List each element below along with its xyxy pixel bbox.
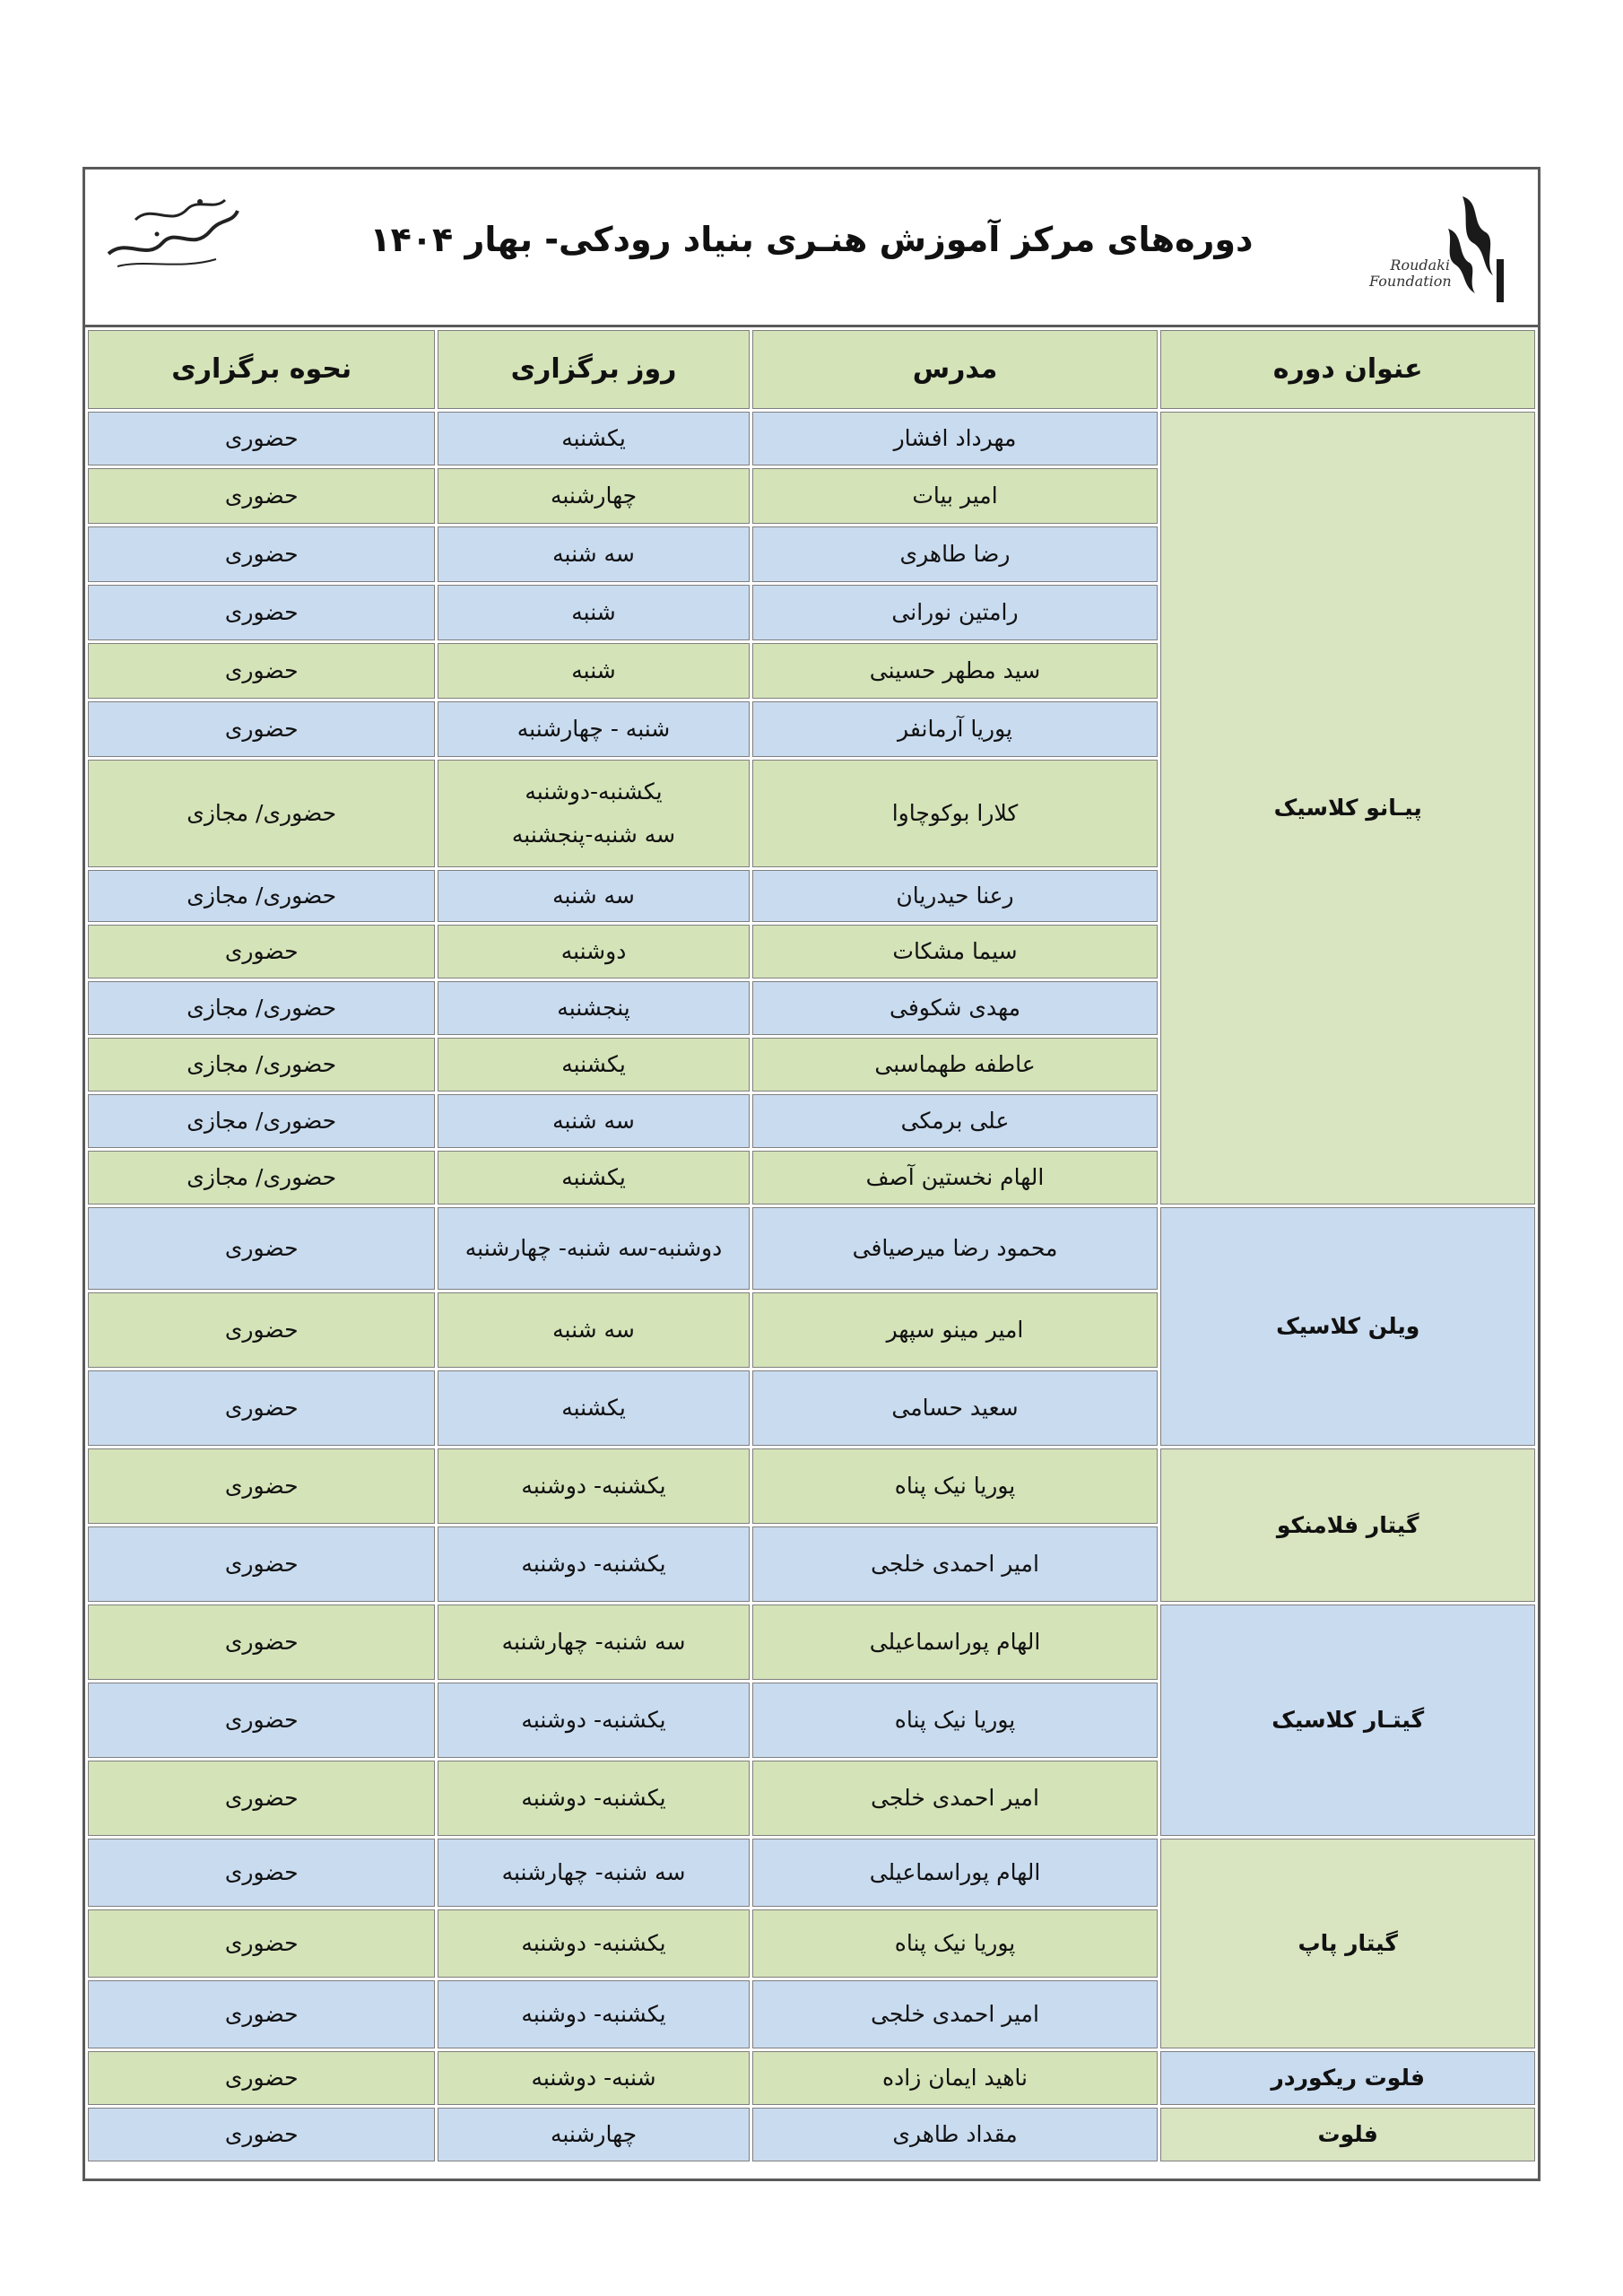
mode-cell: حضوری xyxy=(88,1370,435,1446)
day-cell: یکشنبه- دوشنبه xyxy=(438,1909,749,1978)
course-title: فلوت ریکوردر xyxy=(1160,2051,1535,2105)
header-mode: نحوه برگزاری xyxy=(88,330,435,409)
mode-cell: حضوری/ مجازی xyxy=(88,1151,435,1205)
day-cell: سه شنبه- چهارشنبه xyxy=(438,1605,749,1680)
mode-cell: حضوری xyxy=(88,701,435,757)
teacher-cell: سیما مشکات xyxy=(752,925,1159,978)
table-row xyxy=(88,412,1535,465)
mode-cell: حضوری xyxy=(88,1980,435,2048)
mode-cell: حضوری/ مجازی xyxy=(88,870,435,922)
mode-cell: حضوری xyxy=(88,468,435,524)
teacher-cell: پوریا نیک پناه xyxy=(752,1909,1159,1978)
day-cell: چهارشنبه xyxy=(438,2108,749,2161)
day-cell: دوشنبه-سه شنبه- چهارشنبه xyxy=(438,1207,749,1290)
table-body xyxy=(88,412,1535,2161)
day-cell: یکشنبه- دوشنبه xyxy=(438,1761,749,1836)
header-course: عنوان دوره xyxy=(1160,330,1535,409)
teacher-cell: رضا طاهری xyxy=(752,526,1159,582)
course-title: فلوت xyxy=(1160,2108,1535,2161)
table-row xyxy=(88,1448,1535,1524)
mode-cell: حضوری xyxy=(88,1526,435,1602)
day-cell: شنبه - چهارشنبه xyxy=(438,701,749,757)
logo-caption-line2: Foundation xyxy=(1369,273,1452,290)
mode-cell: حضوری xyxy=(88,1605,435,1680)
day-cell xyxy=(438,760,749,867)
teacher-cell: امیر احمدی خلجی xyxy=(752,1980,1159,2048)
mode-cell: حضوری/ مجازی xyxy=(88,1094,435,1148)
mode-cell: حضوری xyxy=(88,1839,435,1907)
mode-cell: حضوری xyxy=(88,643,435,699)
mode-cell: حضوری xyxy=(88,925,435,978)
teacher-cell: پوریا آرمانفر xyxy=(752,701,1159,757)
mode-cell: حضوری xyxy=(88,412,435,465)
teacher-cell: پوریا نیک پناه xyxy=(752,1683,1159,1758)
document-header xyxy=(85,170,1538,327)
mode-cell: حضوری/ مجازی xyxy=(88,981,435,1035)
table-row xyxy=(88,1839,1535,1907)
document-frame xyxy=(82,167,1541,2181)
mode-cell: حضوری/ مجازی xyxy=(88,1038,435,1091)
teacher-cell: امیر احمدی خلجی xyxy=(752,1761,1159,1836)
course-title: گیتـار کلاسیک xyxy=(1160,1605,1535,1836)
day-cell: یکشنبه- دوشنبه xyxy=(438,1683,749,1758)
logo-caption-line1: Roudaki xyxy=(1390,257,1450,274)
day-cell: یکشنبه xyxy=(438,1370,749,1446)
header-teacher: مدرس xyxy=(752,330,1159,409)
teacher-cell: سعید حسامی xyxy=(752,1370,1159,1446)
mode-cell: حضوری xyxy=(88,2108,435,2161)
course-title: ویلن کلاسیک xyxy=(1160,1207,1535,1446)
teacher-cell: سید مطهر حسینی xyxy=(752,643,1159,699)
day-cell: شنبه xyxy=(438,585,749,640)
header-day: روز برگزاری xyxy=(438,330,749,409)
teacher-cell: رامتین نورانی xyxy=(752,585,1159,640)
day-cell: سه شنبه xyxy=(438,870,749,922)
mode-cell: حضوری xyxy=(88,2051,435,2105)
teacher-cell: رعنا حیدریان xyxy=(752,870,1159,922)
mode-cell: حضوری/ مجازی xyxy=(88,760,435,867)
teacher-cell: ناهید ایمان زاده xyxy=(752,2051,1159,2105)
day-line-2: سه شنبه-پنجشنبه xyxy=(511,822,676,848)
day-cell: چهارشنبه xyxy=(438,468,749,524)
teacher-cell: امیر مینو سپهر xyxy=(752,1292,1159,1368)
mode-cell: حضوری xyxy=(88,1683,435,1758)
day-cell: یکشنبه xyxy=(438,412,749,465)
mode-cell: حضوری xyxy=(88,1292,435,1368)
day-cell: سه شنبه xyxy=(438,1094,749,1148)
teacher-cell: امیر بیات xyxy=(752,468,1159,524)
mode-cell: حضوری xyxy=(88,1207,435,1290)
table-row xyxy=(88,1605,1535,1680)
day-cell: شنبه xyxy=(438,643,749,699)
day-cell: دوشنبه xyxy=(438,925,749,978)
courses-table xyxy=(85,327,1538,2164)
day-cell: یکشنبه xyxy=(438,1151,749,1205)
table-row xyxy=(88,2051,1535,2105)
teacher-cell: عاطفه طهماسبی xyxy=(752,1038,1159,1091)
mode-cell: حضوری xyxy=(88,585,435,640)
teacher-cell: الهام نخستین آصف xyxy=(752,1151,1159,1205)
mode-cell: حضوری xyxy=(88,1448,435,1524)
day-cell: یکشنبه xyxy=(438,1038,749,1091)
course-title: گیتار فلامنکو xyxy=(1160,1448,1535,1602)
mode-cell: حضوری xyxy=(88,1761,435,1836)
teacher-cell: امیر احمدی خلجی xyxy=(752,1526,1159,1602)
mode-cell: حضوری xyxy=(88,1909,435,1978)
roudaki-logo-icon xyxy=(1362,178,1523,313)
teacher-cell: الهام پوراسماعیلی xyxy=(752,1839,1159,1907)
teacher-cell: علی برمکی xyxy=(752,1094,1159,1148)
day-cell: یکشنبه- دوشنبه xyxy=(438,1526,749,1602)
teacher-cell: محمود رضا میرصیافی xyxy=(752,1207,1159,1290)
course-title: گیتار پاپ xyxy=(1160,1839,1535,2048)
page-title: دوره‌های مرکز آموزش هنـری بنیاد رودکی- بهار ۱۴۰۴ xyxy=(369,220,1254,259)
teacher-cell: مهدی شکوفی xyxy=(752,981,1159,1035)
table-row xyxy=(88,1207,1535,1290)
teacher-cell: الهام پوراسماعیلی xyxy=(752,1605,1159,1680)
course-title: پیـانو کلاسیک xyxy=(1160,412,1535,1205)
mode-cell: حضوری xyxy=(88,526,435,582)
day-cell: شنبه- دوشنبه xyxy=(438,2051,749,2105)
day-cell: سه شنبه xyxy=(438,526,749,582)
day-cell: پنجشنبه xyxy=(438,981,749,1035)
teacher-cell: مهرداد افشار xyxy=(752,412,1159,465)
day-cell: سه شنبه- چهارشنبه xyxy=(438,1839,749,1907)
roudaki-foundation-logo xyxy=(1362,178,1523,313)
day-cell: یکشنبه- دوشنبه xyxy=(438,1980,749,2048)
table-header-row xyxy=(88,330,1535,409)
teacher-cell: مقداد طاهری xyxy=(752,2108,1159,2161)
teacher-cell: کلارا بوکوچاوا xyxy=(752,760,1159,867)
teacher-cell: پوریا نیک پناه xyxy=(752,1448,1159,1524)
day-line-1: یکشنبه-دوشنبه xyxy=(525,778,663,804)
table-row xyxy=(88,2108,1535,2161)
day-cell: سه شنبه xyxy=(438,1292,749,1368)
day-cell: یکشنبه- دوشنبه xyxy=(438,1448,749,1524)
